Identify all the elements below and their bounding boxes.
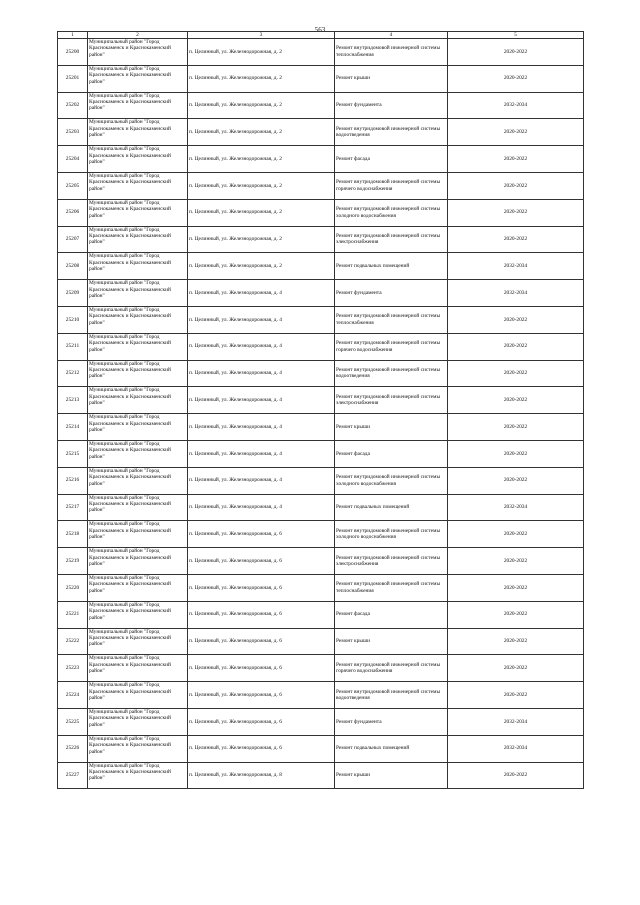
period-cell: 2032-2034: [448, 253, 584, 280]
period-cell: 2032-2034: [448, 735, 584, 762]
period-cell: 2020-2022: [448, 387, 584, 414]
address-cell: п. Целинный, ул. Железнодорожная, д. 8: [188, 762, 335, 789]
table-row: [58, 119, 584, 146]
municipality-cell: Муниципальный район "Город Краснокаменск и Краснокаменский район": [88, 735, 188, 762]
period-cell: 2020-2022: [448, 333, 584, 360]
municipality-cell: Муниципальный район "Город Краснокаменск и Краснокаменский район": [88, 440, 188, 467]
work-type-cell: Ремонт фасада: [335, 146, 448, 173]
municipality-cell: Муниципальный район "Город Краснокаменск и Краснокаменский район": [88, 467, 188, 494]
table-row: [58, 628, 584, 655]
address-cell: п. Целинный, ул. Железнодорожная, д. 4: [188, 440, 335, 467]
header-col-3: 3: [188, 32, 335, 39]
table-row: [58, 253, 584, 280]
municipality-cell: Муниципальный район "Город Краснокаменск и Краснокаменский район": [88, 199, 188, 226]
period-cell: 2020-2022: [448, 440, 584, 467]
period-cell: 2020-2022: [448, 65, 584, 92]
row-number: 25211: [58, 333, 88, 360]
period-cell: 2020-2022: [448, 119, 584, 146]
municipality-cell: Муниципальный район "Город Краснокаменск и Краснокаменский район": [88, 146, 188, 173]
period-cell: 2020-2022: [448, 306, 584, 333]
address-cell: п. Целинный, ул. Железнодорожная, д. 2: [188, 146, 335, 173]
work-type-cell: Ремонт фундамента: [335, 708, 448, 735]
row-number: 25212: [58, 360, 88, 387]
period-cell: 2032-2034: [448, 494, 584, 521]
header-col-5: 5: [448, 32, 584, 39]
address-cell: п. Целинный, ул. Железнодорожная, д. 6: [188, 574, 335, 601]
municipality-cell: Муниципальный район "Город Краснокаменск и Краснокаменский район": [88, 333, 188, 360]
address-cell: п. Целинный, ул. Железнодорожная, д. 6: [188, 682, 335, 709]
work-type-cell: Ремонт внутридомовой инженерной системы электроснабжения: [335, 226, 448, 253]
work-type-cell: Ремонт крыши: [335, 65, 448, 92]
work-type-cell: Ремонт внутридомовой инженерной системы водоотведения: [335, 360, 448, 387]
municipality-cell: Муниципальный район "Город Краснокаменск и Краснокаменский район": [88, 387, 188, 414]
address-cell: п. Целинный, ул. Железнодорожная, д. 4: [188, 494, 335, 521]
row-number: 25218: [58, 521, 88, 548]
period-cell: 2020-2022: [448, 199, 584, 226]
row-number: 25217: [58, 494, 88, 521]
table-row: [58, 440, 584, 467]
address-cell: п. Целинный, ул. Железнодорожная, д. 6: [188, 628, 335, 655]
work-type-cell: Ремонт внутридомовой инженерной системы теплоснабжения: [335, 39, 448, 66]
work-type-cell: Ремонт подвальных помещений: [335, 253, 448, 280]
row-number: 25210: [58, 306, 88, 333]
table-row: [58, 708, 584, 735]
address-cell: п. Целинный, ул. Железнодорожная, д. 6: [188, 708, 335, 735]
row-number: 25204: [58, 146, 88, 173]
table-row: [58, 280, 584, 307]
address-cell: п. Целинный, ул. Железнодорожная, д. 4: [188, 360, 335, 387]
page-number: 563: [314, 26, 326, 34]
municipality-cell: Муниципальный район "Город Краснокаменск и Краснокаменский район": [88, 494, 188, 521]
table-row: [58, 414, 584, 441]
municipality-cell: Муниципальный район "Город Краснокаменск и Краснокаменский район": [88, 548, 188, 575]
municipality-cell: Муниципальный район "Город Краснокаменск и Краснокаменский район": [88, 574, 188, 601]
period-cell: 2020-2022: [448, 360, 584, 387]
period-cell: 2020-2022: [448, 548, 584, 575]
table-row: [58, 226, 584, 253]
row-number: 25223: [58, 655, 88, 682]
table-row: [58, 682, 584, 709]
period-cell: 2020-2022: [448, 655, 584, 682]
table-row: [58, 655, 584, 682]
address-cell: п. Целинный, ул. Железнодорожная, д. 4: [188, 387, 335, 414]
registry-table: [57, 31, 584, 789]
row-number: 25203: [58, 119, 88, 146]
work-type-cell: Ремонт крыши: [335, 628, 448, 655]
work-type-cell: Ремонт фасада: [335, 601, 448, 628]
row-number: 25227: [58, 762, 88, 789]
period-cell: 2020-2022: [448, 762, 584, 789]
header-row: [58, 32, 584, 39]
row-number: 25206: [58, 199, 88, 226]
header-col-4: 4: [335, 32, 448, 39]
table-row: [58, 65, 584, 92]
municipality-cell: Муниципальный район "Город Краснокаменск и Краснокаменский район": [88, 306, 188, 333]
table-row: [58, 360, 584, 387]
table-header: [58, 32, 584, 39]
address-cell: п. Целинный, ул. Железнодорожная, д. 6: [188, 521, 335, 548]
row-number: 25205: [58, 172, 88, 199]
municipality-cell: Муниципальный район "Город Краснокаменск и Краснокаменский район": [88, 92, 188, 119]
address-cell: п. Целинный, ул. Железнодорожная, д. 2: [188, 226, 335, 253]
work-type-cell: Ремонт крыши: [335, 762, 448, 789]
table-body: [58, 39, 584, 789]
address-cell: п. Целинный, ул. Железнодорожная, д. 2: [188, 199, 335, 226]
row-number: 25200: [58, 39, 88, 66]
row-number: 25202: [58, 92, 88, 119]
row-number: 25209: [58, 280, 88, 307]
period-cell: 2020-2022: [448, 467, 584, 494]
municipality-cell: Муниципальный район "Город Краснокаменск и Краснокаменский район": [88, 682, 188, 709]
work-type-cell: Ремонт внутридомовой инженерной системы электроснабжения: [335, 387, 448, 414]
period-cell: 2020-2022: [448, 414, 584, 441]
municipality-cell: Муниципальный район "Город Краснокаменск и Краснокаменский район": [88, 360, 188, 387]
period-cell: 2020-2022: [448, 574, 584, 601]
municipality-cell: Муниципальный район "Город Краснокаменск и Краснокаменский район": [88, 119, 188, 146]
municipality-cell: Муниципальный район "Город Краснокаменск и Краснокаменский район": [88, 708, 188, 735]
municipality-cell: Муниципальный район "Город Краснокаменск и Краснокаменский район": [88, 655, 188, 682]
period-cell: 2032-2034: [448, 92, 584, 119]
table-row: [58, 172, 584, 199]
address-cell: п. Целинный, ул. Железнодорожная, д. 2: [188, 39, 335, 66]
table-row: [58, 762, 584, 789]
municipality-cell: Муниципальный район "Город Краснокаменск и Краснокаменский район": [88, 65, 188, 92]
municipality-cell: Муниципальный район "Город Краснокаменск и Краснокаменский район": [88, 280, 188, 307]
address-cell: п. Целинный, ул. Железнодорожная, д. 6: [188, 735, 335, 762]
work-type-cell: Ремонт крыши: [335, 414, 448, 441]
period-cell: 2020-2022: [448, 226, 584, 253]
table-row: [58, 548, 584, 575]
work-type-cell: Ремонт внутридомовой инженерной системы горячего водоснабжения: [335, 333, 448, 360]
row-number: 25214: [58, 414, 88, 441]
municipality-cell: Муниципальный район "Город Краснокаменск и Краснокаменский район": [88, 226, 188, 253]
row-number: 25215: [58, 440, 88, 467]
address-cell: п. Целинный, ул. Железнодорожная, д. 6: [188, 655, 335, 682]
municipality-cell: Муниципальный район "Город Краснокаменск и Краснокаменский район": [88, 762, 188, 789]
table-row: [58, 494, 584, 521]
table-row: [58, 39, 584, 66]
header-col-1: 1: [58, 32, 88, 39]
work-type-cell: Ремонт внутридомовой инженерной системы водоотведения: [335, 119, 448, 146]
work-type-cell: Ремонт фундамента: [335, 92, 448, 119]
work-type-cell: Ремонт внутридомовой инженерной системы холодного водоснабжения: [335, 199, 448, 226]
address-cell: п. Целинный, ул. Железнодорожная, д. 2: [188, 172, 335, 199]
table-row: [58, 146, 584, 173]
period-cell: 2020-2022: [448, 172, 584, 199]
address-cell: п. Целинный, ул. Железнодорожная, д. 6: [188, 548, 335, 575]
work-type-cell: Ремонт внутридомовой инженерной системы холодного водоснабжения: [335, 521, 448, 548]
work-type-cell: Ремонт внутридомовой инженерной системы холодного водоснабжения: [335, 467, 448, 494]
municipality-cell: Муниципальный район "Город Краснокаменск и Краснокаменский район": [88, 414, 188, 441]
table-row: [58, 601, 584, 628]
row-number: 25220: [58, 574, 88, 601]
period-cell: 2020-2022: [448, 628, 584, 655]
row-number: 25225: [58, 708, 88, 735]
municipality-cell: Муниципальный район "Город Краснокаменск и Краснокаменский район": [88, 253, 188, 280]
address-cell: п. Целинный, ул. Железнодорожная, д. 2: [188, 92, 335, 119]
row-number: 25213: [58, 387, 88, 414]
address-cell: п. Целинный, ул. Железнодорожная, д. 4: [188, 467, 335, 494]
address-cell: п. Целинный, ул. Железнодорожная, д. 4: [188, 414, 335, 441]
address-cell: п. Целинный, ул. Железнодорожная, д. 4: [188, 306, 335, 333]
address-cell: п. Целинный, ул. Железнодорожная, д. 6: [188, 601, 335, 628]
table-row: [58, 333, 584, 360]
work-type-cell: Ремонт внутридомовой инженерной системы теплоснабжения: [335, 574, 448, 601]
table-row: [58, 387, 584, 414]
table-row: [58, 306, 584, 333]
table-row: [58, 467, 584, 494]
work-type-cell: Ремонт подвальных помещений: [335, 494, 448, 521]
work-type-cell: Ремонт фасада: [335, 440, 448, 467]
municipality-cell: Муниципальный район "Город Краснокаменск и Краснокаменский район": [88, 628, 188, 655]
work-type-cell: Ремонт внутридомовой инженерной системы горячего водоснабжения: [335, 655, 448, 682]
period-cell: 2020-2022: [448, 39, 584, 66]
table-row: [58, 735, 584, 762]
row-number: 25207: [58, 226, 88, 253]
work-type-cell: Ремонт внутридомовой инженерной системы водоотведения: [335, 682, 448, 709]
row-number: 25219: [58, 548, 88, 575]
table-row: [58, 574, 584, 601]
period-cell: 2020-2022: [448, 146, 584, 173]
period-cell: 2020-2022: [448, 682, 584, 709]
table-row: [58, 199, 584, 226]
header-col-2: 2: [88, 32, 188, 39]
municipality-cell: Муниципальный район "Город Краснокаменск и Краснокаменский район": [88, 521, 188, 548]
period-cell: 2020-2022: [448, 521, 584, 548]
row-number: 25222: [58, 628, 88, 655]
row-number: 25201: [58, 65, 88, 92]
row-number: 25208: [58, 253, 88, 280]
row-number: 25224: [58, 682, 88, 709]
work-type-cell: Ремонт подвальных помещений: [335, 735, 448, 762]
table-row: [58, 521, 584, 548]
period-cell: 2032-2034: [448, 280, 584, 307]
address-cell: п. Целинный, ул. Железнодорожная, д. 2: [188, 119, 335, 146]
work-type-cell: Ремонт внутридомовой инженерной системы теплоснабжения: [335, 306, 448, 333]
work-type-cell: Ремонт фундамента: [335, 280, 448, 307]
period-cell: 2020-2022: [448, 601, 584, 628]
municipality-cell: Муниципальный район "Город Краснокаменск и Краснокаменский район": [88, 601, 188, 628]
table-row: [58, 92, 584, 119]
period-cell: 2032-2034: [448, 708, 584, 735]
work-type-cell: Ремонт внутридомовой инженерной системы горячего водоснабжения: [335, 172, 448, 199]
address-cell: п. Целинный, ул. Железнодорожная, д. 2: [188, 65, 335, 92]
municipality-cell: Муниципальный район "Город Краснокаменск и Краснокаменский район": [88, 39, 188, 66]
row-number: 25216: [58, 467, 88, 494]
address-cell: п. Целинный, ул. Железнодорожная, д. 4: [188, 280, 335, 307]
municipality-cell: Муниципальный район "Город Краснокаменск и Краснокаменский район": [88, 172, 188, 199]
address-cell: п. Целинный, ул. Железнодорожная, д. 4: [188, 333, 335, 360]
row-number: 25226: [58, 735, 88, 762]
row-number: 25221: [58, 601, 88, 628]
work-type-cell: Ремонт внутридомовой инженерной системы электроснабжения: [335, 548, 448, 575]
address-cell: п. Целинный, ул. Железнодорожная, д. 2: [188, 253, 335, 280]
